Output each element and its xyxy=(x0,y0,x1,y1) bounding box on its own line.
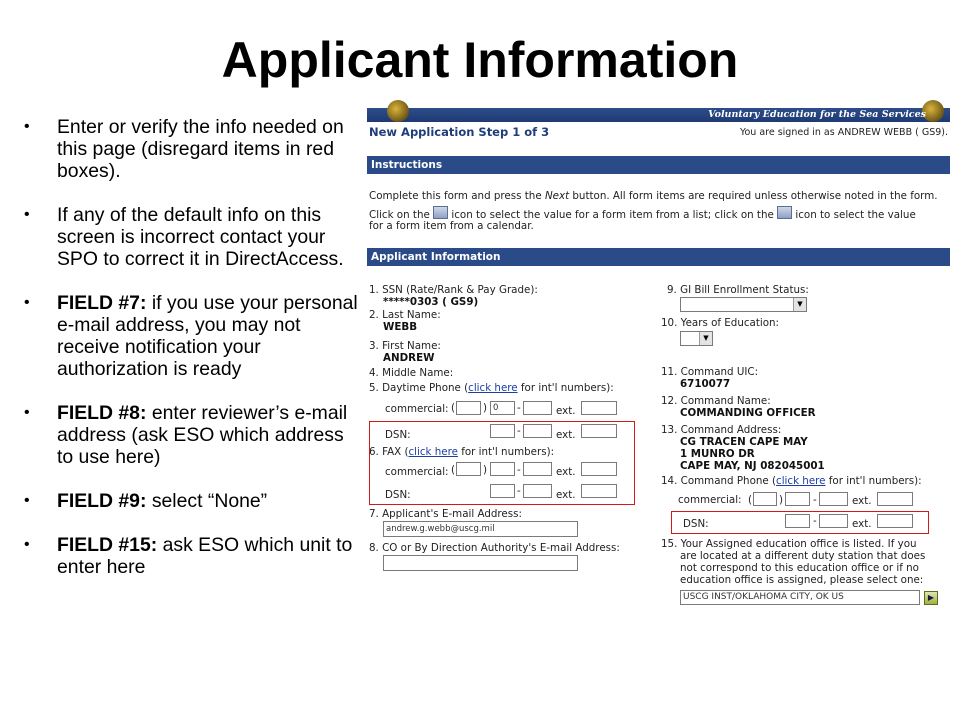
command-name-value: COMMANDING OFFICER xyxy=(680,407,816,419)
ssn-label: 1. SSN (Rate/Rank & Pay Grade): xyxy=(369,284,538,296)
bullet-item: • FIELD #9: select “None” xyxy=(24,490,268,512)
slide-title: Applicant Information xyxy=(221,32,739,88)
co-email-input[interactable] xyxy=(383,555,578,571)
phone-prefix-input[interactable]: 0 xyxy=(490,401,515,415)
intl-numbers-link[interactable]: click here xyxy=(468,382,518,394)
command-address-line: CG TRACEN CAPE MAY xyxy=(680,436,808,448)
bullet-item: • FIELD #7: if you use your personal e-mail address, you may not receive notification your authorization is ready xyxy=(24,292,358,380)
command-address-label: 13. Command Address: xyxy=(661,424,782,436)
command-line-input[interactable] xyxy=(819,492,848,506)
dsn-label: DSN: xyxy=(385,429,411,441)
dash: - xyxy=(517,402,521,414)
lookup-icon[interactable]: ▶ xyxy=(924,591,938,605)
first-name-label: 3. First Name: xyxy=(369,340,441,352)
dash: - xyxy=(517,485,521,497)
command-uic-label: 11. Command UIC: xyxy=(661,366,759,378)
application-screenshot xyxy=(367,108,950,602)
red-highlight-box xyxy=(671,511,929,534)
commercial-label: commercial: xyxy=(385,466,449,478)
seal-logo xyxy=(387,100,409,122)
area-code-input[interactable] xyxy=(456,401,481,415)
bullet-item: • Enter or verify the info needed on this page (disregard items in red boxes). xyxy=(24,116,344,182)
bullet-dot: • xyxy=(24,404,30,421)
bullet-item: • FIELD #15: ask ESO which unit to enter here xyxy=(24,534,353,578)
bullet-list xyxy=(20,116,360,600)
instructions-header: Instructions xyxy=(367,156,950,174)
instructions-line: for a form item from a calendar. xyxy=(369,220,534,232)
years-education-label: 10. Years of Education: xyxy=(661,317,780,329)
command-phone-label: 14. Command Phone (click here for int'l numbers): xyxy=(661,475,922,487)
dash: - xyxy=(517,425,521,437)
co-email-label: 8. CO or By Direction Authority's E-mail Address: xyxy=(369,542,620,554)
bullet-item: • FIELD #8: enter reviewer’s e-mail address (ask ESO which address to use here) xyxy=(24,402,348,468)
command-prefix-input[interactable] xyxy=(785,492,810,506)
command-address-line: 1 MUNRO DR xyxy=(680,448,755,460)
first-name-value: ANDREW xyxy=(383,352,435,364)
step-title: New Application Step 1 of 3 xyxy=(369,125,550,139)
middle-name-label: 4. Middle Name: xyxy=(369,367,454,379)
list-lookup-icon xyxy=(433,206,448,219)
ext-label: ext. xyxy=(556,429,576,441)
applicant-email-input[interactable]: andrew.g.webb@uscg.mil xyxy=(383,521,578,537)
command-ext-input[interactable] xyxy=(877,492,913,506)
bullet-item: • If any of the default info on this screen is incorrect contact your SPO to correct it in DirectAccess. xyxy=(24,204,344,270)
red-highlight-box xyxy=(369,421,635,505)
education-office-label: education office is assigned, please select one: xyxy=(680,574,924,586)
command-address-line: CAPE MAY, NJ 082045001 xyxy=(680,460,825,472)
command-area-code-input[interactable] xyxy=(753,492,777,506)
education-office-label: are located at a different duty station that does xyxy=(680,550,926,562)
applicant-information-header: Applicant Information xyxy=(367,248,950,266)
ext-label: ext. xyxy=(556,489,576,501)
phone-line-input[interactable] xyxy=(523,401,552,415)
ext-label: ext. xyxy=(556,466,576,478)
bullet-dot: • xyxy=(24,536,30,553)
dsn-label: DSN: xyxy=(385,489,411,501)
fax-label: 6. FAX (click here for int'l numbers): xyxy=(369,446,555,458)
chevron-down-icon: ▼ xyxy=(793,298,806,311)
signed-in-status: You are signed in as ANDREW WEBB ( GS9). xyxy=(739,127,948,138)
bullet-dot: • xyxy=(24,118,30,135)
intl-numbers-link[interactable]: click here xyxy=(408,446,458,458)
paren: ) xyxy=(779,494,784,506)
instructions-line: Click on the icon to select the value for a form item from a list; click on the icon to select the value xyxy=(369,206,916,221)
phone-ext-input[interactable] xyxy=(581,401,617,415)
gi-bill-select[interactable] xyxy=(680,297,807,312)
paren: ) xyxy=(483,402,488,414)
years-education-select[interactable] xyxy=(680,331,713,346)
paren: ( xyxy=(748,494,753,506)
education-office-label: not correspond to this education office or if no xyxy=(680,562,919,574)
chevron-down-icon: ▼ xyxy=(699,332,712,345)
dsn-label: DSN: xyxy=(683,518,709,530)
education-office-input[interactable]: USCG INST/OKLAHOMA CITY, OK US xyxy=(680,590,920,605)
paren: ) xyxy=(483,464,488,476)
ext-label: ext. xyxy=(852,495,872,507)
education-office-label: 15. Your Assigned education office is listed. If you xyxy=(661,538,917,550)
intl-numbers-link[interactable]: click here xyxy=(776,475,826,487)
dash: - xyxy=(813,515,817,527)
daytime-phone-label: 5. Daytime Phone (click here for int'l numbers): xyxy=(369,382,614,394)
paren: ( xyxy=(451,402,456,414)
command-name-label: 12. Command Name: xyxy=(661,395,771,407)
dash: - xyxy=(813,494,817,506)
ssn-value: *****0303 ( GS9) xyxy=(383,296,479,308)
last-name-value: WEBB xyxy=(383,321,418,333)
command-uic-value: 6710077 xyxy=(680,378,731,390)
site-banner xyxy=(367,108,950,122)
bullet-dot: • xyxy=(24,294,30,311)
calendar-icon xyxy=(777,206,792,219)
instructions-line: Complete this form and press the Next button. All form items are required unless otherwise noted in the form. xyxy=(369,190,938,202)
ext-label: ext. xyxy=(556,405,576,417)
paren: ( xyxy=(451,464,456,476)
dash: - xyxy=(517,464,521,476)
last-name-label: 2. Last Name: xyxy=(369,309,441,321)
bullet-dot: • xyxy=(24,206,30,223)
commercial-label: commercial: xyxy=(678,494,742,506)
bullet-dot: • xyxy=(24,492,30,509)
ext-label: ext. xyxy=(852,518,872,530)
banner-tagline: Voluntary Education for the Sea Services xyxy=(708,109,926,120)
gi-bill-label: 9. GI Bill Enrollment Status: xyxy=(667,284,809,296)
commercial-label: commercial: xyxy=(385,403,449,415)
applicant-email-label: 7. Applicant's E-mail Address: xyxy=(369,508,522,520)
